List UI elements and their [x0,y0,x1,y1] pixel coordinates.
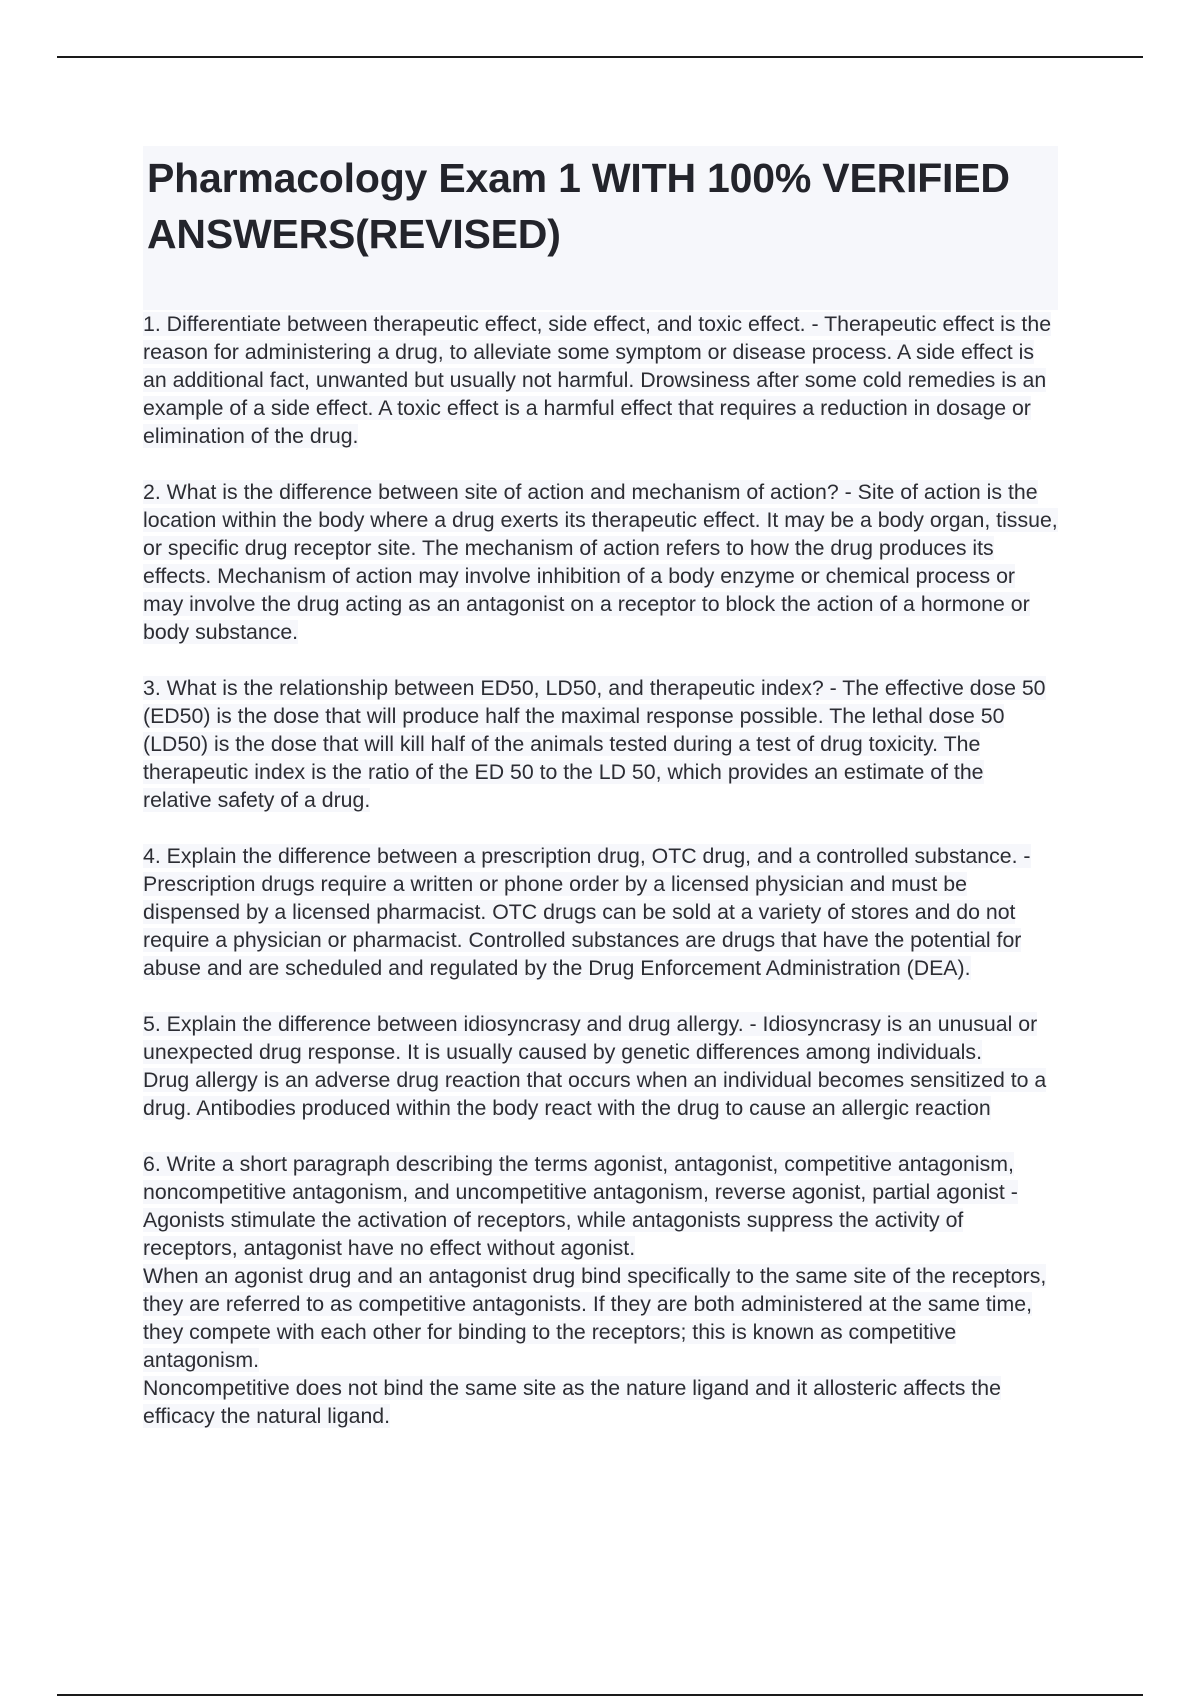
document-title: Pharmacology Exam 1 WITH 100% VERIFIED ANSWERS(REVISED) [147,155,1010,257]
question-paragraph: 2. What is the difference between site of action and mechanism of action? - Site of action is the location within the body where a drug exerts its therapeutic effect. It may be a body organ, tissue, or specific drug receptor site. The mechanism of action refers to how the drug produces its effects. Mechanism of action may involve inhibition of a body enzyme or chemical process or may involve the drug acting as an antagonist on a receptor to block the action of a hormone or body substance. [143,480,1058,644]
question-paragraph: 5. Explain the difference between idiosyncrasy and drug allergy. - Idiosyncrasy is an unusual or unexpected drug response. It is usually caused by genetic differences among individuals. [143,1012,1038,1064]
question-paragraph: 4. Explain the difference between a prescription drug, OTC drug, and a controlled substance. - Prescription drugs require a written or phone order by a licensed physician and must be dispensed by a licensed pharmacist. OTC drugs can be sold at a variety of stores and do not require a physician or pharmacist. Controlled substances are drugs that have the potential for abuse and are scheduled and regulated by the Drug Enforcement Administration (DEA). [143,844,1031,980]
question-paragraph: 3. What is the relationship between ED50, LD50, and therapeutic index? - The effective dose 50 (ED50) is the dose that will produce half the maximal response possible. The lethal dose 50 (LD50) is the dose that will kill half of the animals tested during a test of drug toxicity. The therapeutic index is the ratio of the ED 50 to the LD 50, which provides an estimate of the relative safety of a drug. [143,676,1046,812]
question-list [143,310,1058,1430]
question-item-1 [143,310,1058,450]
question-item-4 [143,842,1058,982]
question-item-5 [143,1010,1058,1122]
question-item-6 [143,1150,1058,1430]
question-paragraph: 6. Write a short paragraph describing the terms agonist, antagonist, competitive antagonism, noncompetitive antagonism, and uncompetitive antagonism, reverse agonist, partial agonist - Agonists stimulate the activation of receptors, while antagonists suppress the activity of receptors, antagonist have no effect without agonist. [143,1152,1018,1260]
header-rule [57,56,1143,58]
question-paragraph: Noncompetitive does not bind the same site as the nature ligand and it allosteric affects the efficacy the natural ligand. [143,1376,1001,1428]
footer-rule [57,1694,1143,1696]
page-content [143,146,1058,1430]
question-paragraph: When an agonist drug and an antagonist drug bind specifically to the same site of the receptors, they are referred to as competitive antagonists. If they are both administered at the same time, they compete with each other for binding to the receptors; this is known as competitive antagonism. [143,1264,1047,1372]
title-block [143,146,1058,310]
question-paragraph: Drug allergy is an adverse drug reaction that occurs when an individual becomes sensitized to a drug. Antibodies produced within the body react with the drug to cause an allergic reaction [143,1068,1047,1120]
question-paragraph: 1. Differentiate between therapeutic effect, side effect, and toxic effect. - Therapeutic effect is the reason for administering a drug, to alleviate some symptom or disease process. A side effect is an additional fact, unwanted but usually not harmful. Drowsiness after some cold remedies is an example of a side effect. A toxic effect is a harmful effect that requires a reduction in dosage or elimination of the drug. [143,312,1052,448]
question-item-2 [143,478,1058,646]
question-item-3 [143,674,1058,814]
